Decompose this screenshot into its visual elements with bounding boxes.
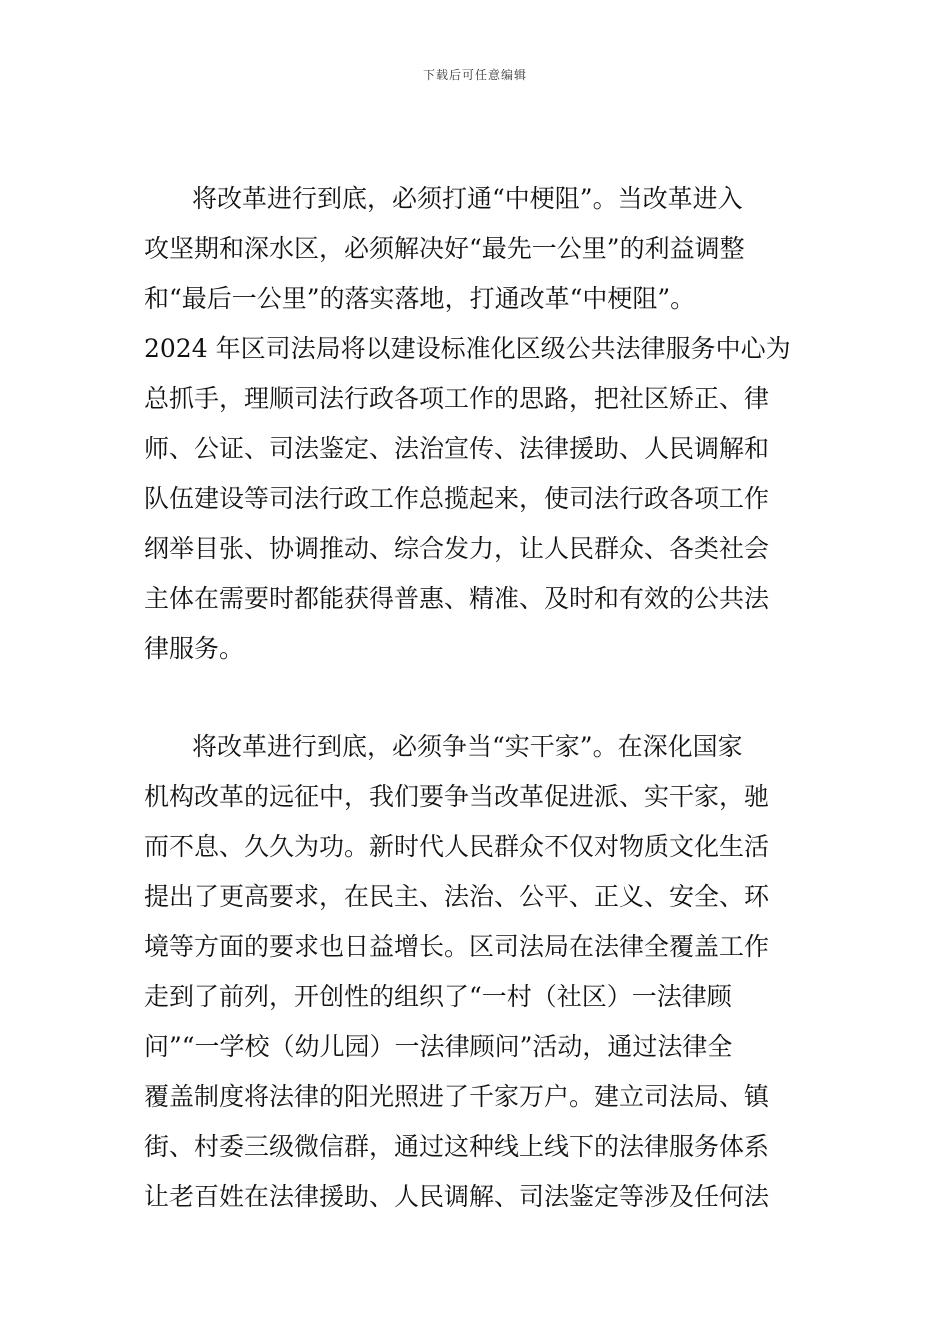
text-line: 问”“一学校（幼儿园）一法律顾问”活动，通过法律全	[144, 1032, 733, 1061]
text-line: 提出了更高要求，在民主、法治、公平、正义、安全、环	[144, 882, 770, 911]
text-line: 师、公证、司法鉴定、法治宣传、法律援助、人民调解和	[144, 434, 770, 463]
text-line: 队伍建设等司法行政工作总揽起来，使司法行政各项工作	[144, 484, 770, 513]
text-line: 和“最后一公里”的落实落地，打通改革“中梗阻”。	[144, 284, 696, 313]
paragraph-2	[144, 722, 812, 1222]
text-line: 将改革进行到底，必须打通“中梗阻”。当改革进入	[192, 184, 743, 213]
text-line: 总抓手，理顺司法行政各项工作的思路，把社区矫正、律	[144, 384, 770, 413]
text-line: 主体在需要时都能获得普惠、精准、及时和有效的公共法	[144, 584, 770, 613]
text-line: 让老百姓在法律援助、人民调解、司法鉴定等涉及任何法	[144, 1182, 770, 1211]
text-line: 走到了前列，开创性的组织了“一村（社区）一法律顾	[144, 982, 732, 1011]
paragraph-1	[144, 174, 812, 674]
text-line: 纲举目张、协调推动、综合发力，让人民群众、各类社会	[144, 534, 770, 563]
text-line: 2024 年区司法局将以建设标准化区级公共法律服务中心为	[144, 334, 791, 363]
text-line: 而不息、久久为功。新时代人民群众不仅对物质文化生活	[144, 832, 770, 861]
text-line: 境等方面的要求也日益增长。区司法局在法律全覆盖工作	[144, 932, 770, 961]
page-header: 下载后可任意编辑	[422, 68, 527, 82]
text-line: 街、村委三级微信群，通过这种线上线下的法律服务体系	[144, 1132, 770, 1161]
text-line: 覆盖制度将法律的阳光照进了千家万户。建立司法局、镇	[144, 1082, 770, 1111]
text-line: 机构改革的远征中，我们要争当改革促进派、实干家，驰	[144, 782, 770, 811]
text-line: 将改革进行到底，必须争当“实干家”。在深化国家	[192, 732, 743, 761]
text-line: 攻坚期和深水区，必须解决好“最先一公里”的利益调整	[144, 234, 745, 263]
text-line: 律服务。	[144, 634, 245, 663]
